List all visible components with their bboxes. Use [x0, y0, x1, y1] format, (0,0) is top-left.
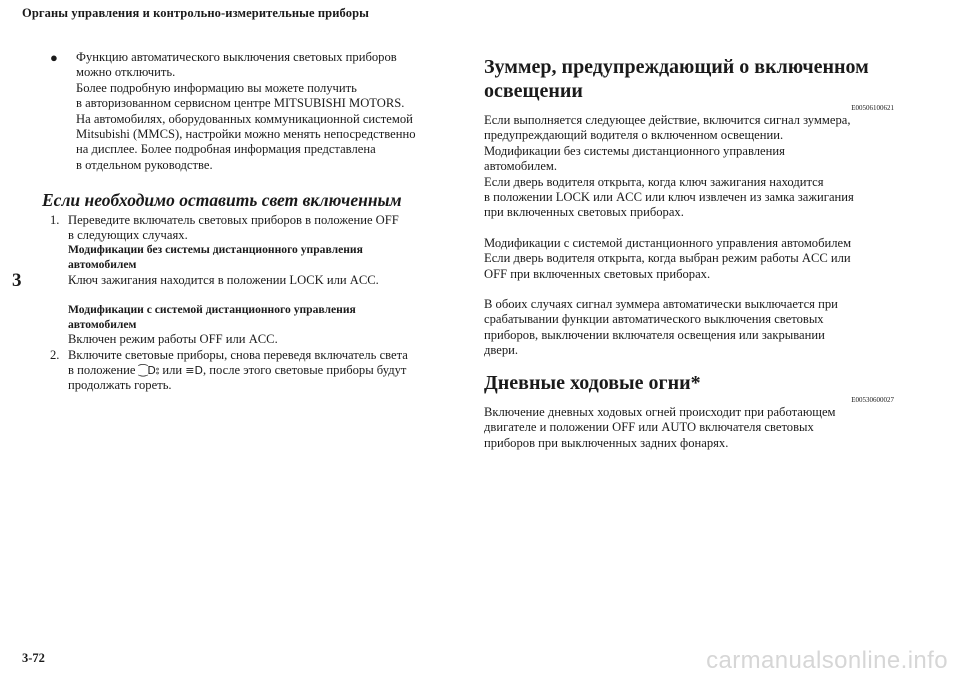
- text-line: приборов, выключении включателя освещения или закрывании: [484, 327, 825, 342]
- bullet-icon: ●: [50, 50, 58, 65]
- bullet-text: [76, 50, 456, 173]
- paragraph: [484, 405, 894, 451]
- text-line: Функцию автоматического выключения световых приборов: [76, 50, 397, 64]
- right-column: [484, 55, 894, 451]
- section-code: E00506100621: [851, 104, 894, 112]
- text-line: В обоих случаях сигнал зуммера автоматически выключается при: [484, 297, 838, 312]
- text-line: Если дверь водителя открыта, когда выбран режим работы ACC или: [484, 251, 851, 266]
- subheading: Модификации без системы дистанционного управления: [68, 243, 363, 257]
- subheading: Модификации с системой дистанционного управления: [68, 303, 356, 317]
- text-line: Если дверь водителя открыта, когда ключ зажигания находится: [484, 174, 824, 189]
- text-line: [68, 363, 456, 378]
- paragraph: [484, 297, 894, 359]
- text-line: срабатывании функции автоматического выключения световых: [484, 312, 824, 327]
- subheading: автомобилем: [68, 317, 137, 331]
- list-number: 1.: [50, 212, 60, 227]
- text-line: приборов при выключенных задних фонарях.: [484, 435, 729, 450]
- section-heading: Дневные ходовые огни*: [484, 371, 701, 394]
- chapter-tab: 3: [12, 270, 22, 291]
- subheading: автомобилем: [68, 258, 137, 272]
- text-line: двигателе и положении OFF или AUTO включателя световых: [484, 420, 814, 435]
- text-fragment: или: [162, 363, 183, 378]
- text-line: Включен режим работы OFF или ACC.: [68, 332, 278, 347]
- heading-line: Зуммер, предупреждающий о включенном: [484, 56, 869, 78]
- text-line: предупреждающий водителя о включенном освещении.: [484, 128, 784, 143]
- text-line: двери.: [484, 343, 519, 358]
- text-line: Ключ зажигания находится в положении LOCK или ACC.: [68, 272, 379, 287]
- heading-line: освещении: [484, 80, 583, 102]
- section-heading: [484, 55, 894, 103]
- text-line: Модификации с системой дистанционного управления автомобилем: [484, 235, 852, 250]
- list-item-1: [46, 213, 456, 348]
- text-line: на дисплее. Более подробная информация представлена: [76, 142, 376, 157]
- text-line: в отдельном руководстве.: [76, 157, 213, 172]
- list-body: [68, 213, 456, 348]
- text-line: можно отключить.: [76, 65, 176, 80]
- watermark: carmanualsonline.info: [706, 647, 948, 674]
- text-line: Более подробную информацию вы можете получить: [76, 80, 357, 95]
- headlight-icon: ≡D: [185, 364, 203, 378]
- text-line: при включенных световых приборах.: [484, 205, 684, 220]
- text-line: Mitsubishi (MMCS), настройки можно менять непосредственно: [76, 127, 416, 142]
- section-title: Если необходимо оставить свет включенным: [42, 190, 402, 211]
- text-line: Включите световые приборы, снова переведя включатель света: [68, 347, 408, 362]
- text-line: OFF при включенных световых приборах.: [484, 266, 711, 281]
- section-code: E00530600027: [851, 395, 894, 404]
- text-line: продолжать гореть.: [68, 378, 172, 393]
- text-line: в следующих случаях.: [68, 228, 188, 243]
- bullet-item: [46, 50, 456, 173]
- text-line: Включение дневных ходовых огней происходит при работающем: [484, 404, 836, 419]
- text-line: На автомобилях, оборудованных коммуникационной системой: [76, 111, 413, 126]
- parking-light-icon: ⁐D⦂: [138, 364, 160, 378]
- text-fragment: в положение: [68, 363, 136, 378]
- text-line: Если выполняется следующее действие, включится сигнал зуммера,: [484, 113, 851, 127]
- left-column: [42, 50, 456, 394]
- text-line: в положении LOCK или ACC или ключ извлечен из замка зажигания: [484, 190, 854, 205]
- text-line: в авторизованном сервисном центре MITSUBISHI MOTORS.: [76, 96, 405, 111]
- paragraph: [484, 236, 894, 282]
- page-number: 3-72: [22, 651, 45, 665]
- list-item-2: [46, 348, 456, 394]
- list-body: [68, 348, 456, 394]
- list-number: 2.: [50, 347, 60, 362]
- text-fragment: , после этого световые приборы будут: [202, 363, 407, 378]
- text-line: Переведите включатель световых приборов в положение OFF: [68, 212, 399, 227]
- text-line: автомобилем.: [484, 159, 558, 174]
- paragraph: [484, 113, 894, 221]
- text-line: Модификации без системы дистанционного управления: [484, 143, 785, 158]
- running-header: Органы управления и контрольно-измерительные приборы: [22, 6, 369, 20]
